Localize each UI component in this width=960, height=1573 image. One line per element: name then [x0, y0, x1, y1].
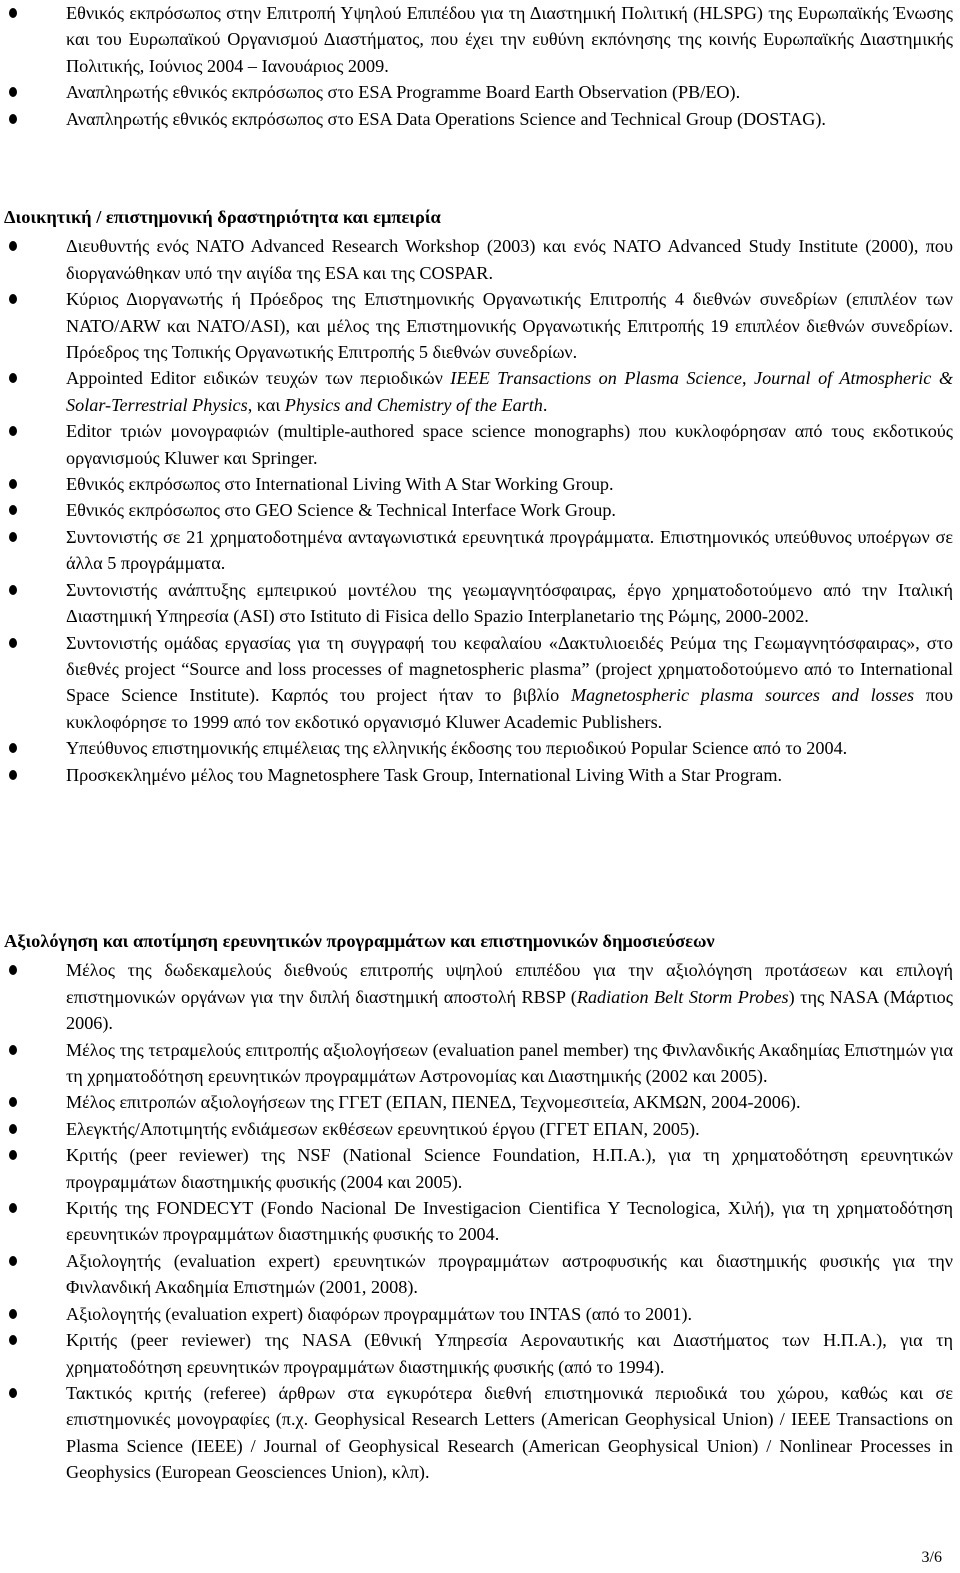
- bullet-icon: [9, 585, 17, 595]
- list-item: Ελεγκτής/Αποτιμητής ενδιάμεσων εκθέσεων ερευνητικού έργου (ΓΓΕΤ ΕΠΑΝ, 2005).: [0, 1116, 953, 1142]
- list-item: Συντονιστής σε 21 χρηματοδοτημένα ανταγωνιστικά ερευνητικά προγράμματα. Επιστημονικός υπεύθυνος υποέργων σε άλλα 5 προγράμματα.: [0, 524, 953, 577]
- list-item: Appointed Editor ειδικών τευχών των περιοδικών IEEE Transactions on Plasma Science, Journal of Atmospheric & Solar-Terrestrial Physics, και Physics and Chemistry of the Earth.: [0, 365, 953, 418]
- bullet-icon: [9, 1309, 17, 1319]
- bullet-icon: [9, 1388, 17, 1398]
- italic-title: Radiation Belt Storm Probes: [576, 986, 789, 1007]
- list-item: Κριτής της FONDECYT (Fondo Nacional De Investigacion Cientifica Y Tecnologica, Χιλή), για τη χρηματοδότηση ερευνητικών προγραμμάτων διαστημικής φυσικής το 2004.: [0, 1195, 953, 1248]
- section-heading-evaluation: Αξιολόγηση και αποτίμηση ερευνητικών προγραμμάτων και επιστημονικών δημοσιεύσεων: [4, 931, 715, 951]
- bullet-icon: [9, 1256, 17, 1266]
- bullet-icon: [9, 373, 17, 383]
- list-item: Κύριος Διοργανωτής ή Πρόεδρος της Επιστημονικής Οργανωτικής Επιτροπής 4 διεθνών συνεδρίων (επιπλέον των NATO/ARW και NATO/ASI), και μέλος της Επιστημονικής Οργανωτικής Επιτροπής 19 επιπλέον διεθνών συνεδρίων. Πρόεδρος της Τοπικής Οργανωτικής Επιτροπής 5 διεθνών συνεδρίων.: [0, 286, 953, 365]
- bullet-icon: [9, 743, 17, 753]
- bullet-icon: [9, 1045, 17, 1055]
- list-item: Μέλος της τετραμελούς επιτροπής αξιολογήσεων (evaluation panel member) της Φινλανδικής Ακαδημίας Επιστημών για τη χρηματοδότηση ερευνητικών προγραμμάτων Αστρονομίας και Διαστημικής (2002 και 2005).: [0, 1037, 953, 1090]
- bullet-icon: [9, 1335, 17, 1345]
- list-item: Διευθυντής ενός NATO Advanced Research Workshop (2003) και ενός NATO Advanced Study Institute (2000), που διοργανώθηκαν υπό την αιγίδα της ESA και της COSPAR.: [0, 233, 953, 286]
- bullet-icon: [9, 770, 17, 780]
- list-item: Εθνικός εκπρόσωπος στην Επιτροπή Υψηλού Επιπέδου για τη Διαστημική Πολιτική (HLSPG) της Ευρωπαϊκής Ένωσης και του Ευρωπαϊκού Οργανισμού Διαστήματος, που έχει την ευθύνη εκπόνησης της κοινής Ευρωπαϊκής Διαστημικής Πολιτικής, Ιούνιος 2004 – Ιανουάριος 2009.: [0, 0, 953, 79]
- admin-section: [0, 204, 953, 788]
- intro-list: [0, 0, 953, 132]
- bullet-icon: [9, 8, 17, 18]
- italic-title: IEEE Transactions on Plasma Science: [450, 368, 742, 389]
- list-item: Αξιολογητής (evaluation expert) ερευνητικών προγραμμάτων αστροφυσικής και διαστημικής φυσικής για την Φινλανδική Ακαδημία Επιστημών (2001, 2008).: [0, 1248, 953, 1301]
- admin-list: [0, 233, 953, 788]
- bullet-icon: [9, 965, 17, 975]
- italic-title: Physics and Chemistry of the Earth: [284, 394, 543, 415]
- bullet-icon: [9, 1203, 17, 1213]
- list-item: Υπεύθυνος επιστημονικής επιμέλειας της ελληνικής έκδοσης του περιοδικού Popular Science από το 2004.: [0, 735, 953, 761]
- list-item: Κριτής (peer reviewer) της NASA (Εθνική Υπηρεσία Αεροναυτικής και Διαστήματος των Η.Π.Α.), για τη χρηματοδότηση ερευνητικών προγραμμάτων διαστημικής φυσικής (από το 1994).: [0, 1327, 953, 1380]
- list-item: Αναπληρωτής εθνικός εκπρόσωπος στο ESA Data Operations Science and Technical Group (DOSTAG).: [0, 106, 953, 132]
- list-item: Κριτής (peer reviewer) της NSF (National Science Foundation, Η.Π.Α.), για τη χρηματοδότηση ερευνητικών προγραμμάτων διαστημικής φυσικής (2004 και 2005).: [0, 1142, 953, 1195]
- italic-title: Journal of Atmospheric & Solar-Terrestrial Physics: [66, 368, 953, 415]
- list-item: Συντονιστής ανάπτυξης εμπειρικού μοντέλου της γεωμαγνητόσφαιρας, έργο χρηματοδοτούμενο από την Ιταλική Διαστημική Υπηρεσία (ASI) στο Istituto di Fisica dello Spazio Interplanetario της Ρώμης, 2000-2002.: [0, 577, 953, 630]
- list-item: Εθνικός εκπρόσωπος στο GEO Science & Technical Interface Work Group.: [0, 497, 953, 523]
- list-item: Εθνικός εκπρόσωπος στο International Living With A Star Working Group.: [0, 471, 953, 497]
- bullet-icon: [9, 1097, 17, 1107]
- bullet-icon: [9, 241, 17, 251]
- list-item: Συντονιστής ομάδας εργασίας για τη συγγραφή του κεφαλαίου «Δακτυλιοειδές Ρεύμα της Γεωμαγνητόσφαιρας», στο διεθνές project “Source and loss processes of magnetospheric plasma” (project χρηματοδοτούμενο από το International Space Science Institute). Καρπός του project ήταν το βιβλίο Magnetospheric plasma sources and losses που κυκλοφόρησε το 1999 από τον εκδοτικό οργανισμό Kluwer Academic Publishers.: [0, 630, 953, 736]
- list-item: Αξιολογητής (evaluation expert) διαφόρων προγραμμάτων του INTAS (από το 2001).: [0, 1301, 953, 1327]
- list-item: Προσκεκλημένο μέλος του Magnetosphere Task Group, International Living With a Star Program.: [0, 762, 953, 788]
- bullet-icon: [9, 532, 17, 542]
- intro-section: [0, 0, 953, 132]
- list-item: Editor τριών μονογραφιών (multiple-authored space science monographs) που κυκλοφόρησαν από τους εκδοτικούς οργανισμούς Kluwer και Springer.: [0, 418, 953, 471]
- bullet-icon: [9, 1124, 17, 1134]
- bullet-icon: [9, 87, 17, 97]
- list-item: Μέλος επιτροπών αξιολογήσεων της ΓΓΕΤ (ΕΠΑΝ, ΠΕΝΕΔ, Τεχνομεσιτεία, ΑΚΜΩΝ, 2004-2006).: [0, 1089, 953, 1115]
- bullet-icon: [9, 294, 17, 304]
- list-item: Μέλος της δωδεκαμελούς διεθνούς επιτροπής υψηλού επιπέδου για την αξιολόγηση προτάσεων και επιλογή επιστημονικών οργάνων για την διπλή διαστημική αποστολή RBSP (Radiation Belt Storm Probes) της NASA (Μάρτιος 2006).: [0, 957, 953, 1036]
- evaluation-section: [0, 928, 953, 1486]
- italic-title: Magnetospheric plasma sources and losses: [570, 685, 915, 706]
- bullet-icon: [9, 505, 17, 515]
- section-heading-admin: Διοικητική / επιστημονική δραστηριότητα και εμπειρία: [4, 207, 441, 227]
- bullet-icon: [9, 479, 17, 489]
- bullet-icon: [9, 426, 17, 436]
- evaluation-list: [0, 957, 953, 1485]
- list-item: Αναπληρωτής εθνικός εκπρόσωπος στο ESA Programme Board Earth Observation (PB/EO).: [0, 79, 953, 105]
- page-number: 3/6: [921, 1549, 942, 1566]
- bullet-icon: [9, 638, 17, 648]
- list-item: Τακτικός κριτής (referee) άρθρων στα εγκυρότερα διεθνή επιστημονικά περιοδικά του χώρου, καθώς και σε επιστημονικές μονογραφίες (π.χ. Geophysical Research Letters (American Geophysical Union) / IEEE Transactions on Plasma Science (IEEE) / Journal of Geophysical Research (American Geophysical Union) / Nonlinear Processes in Geophysics (European Geosciences Union), κλπ).: [0, 1380, 953, 1486]
- bullet-icon: [9, 1150, 17, 1160]
- bullet-icon: [9, 114, 17, 124]
